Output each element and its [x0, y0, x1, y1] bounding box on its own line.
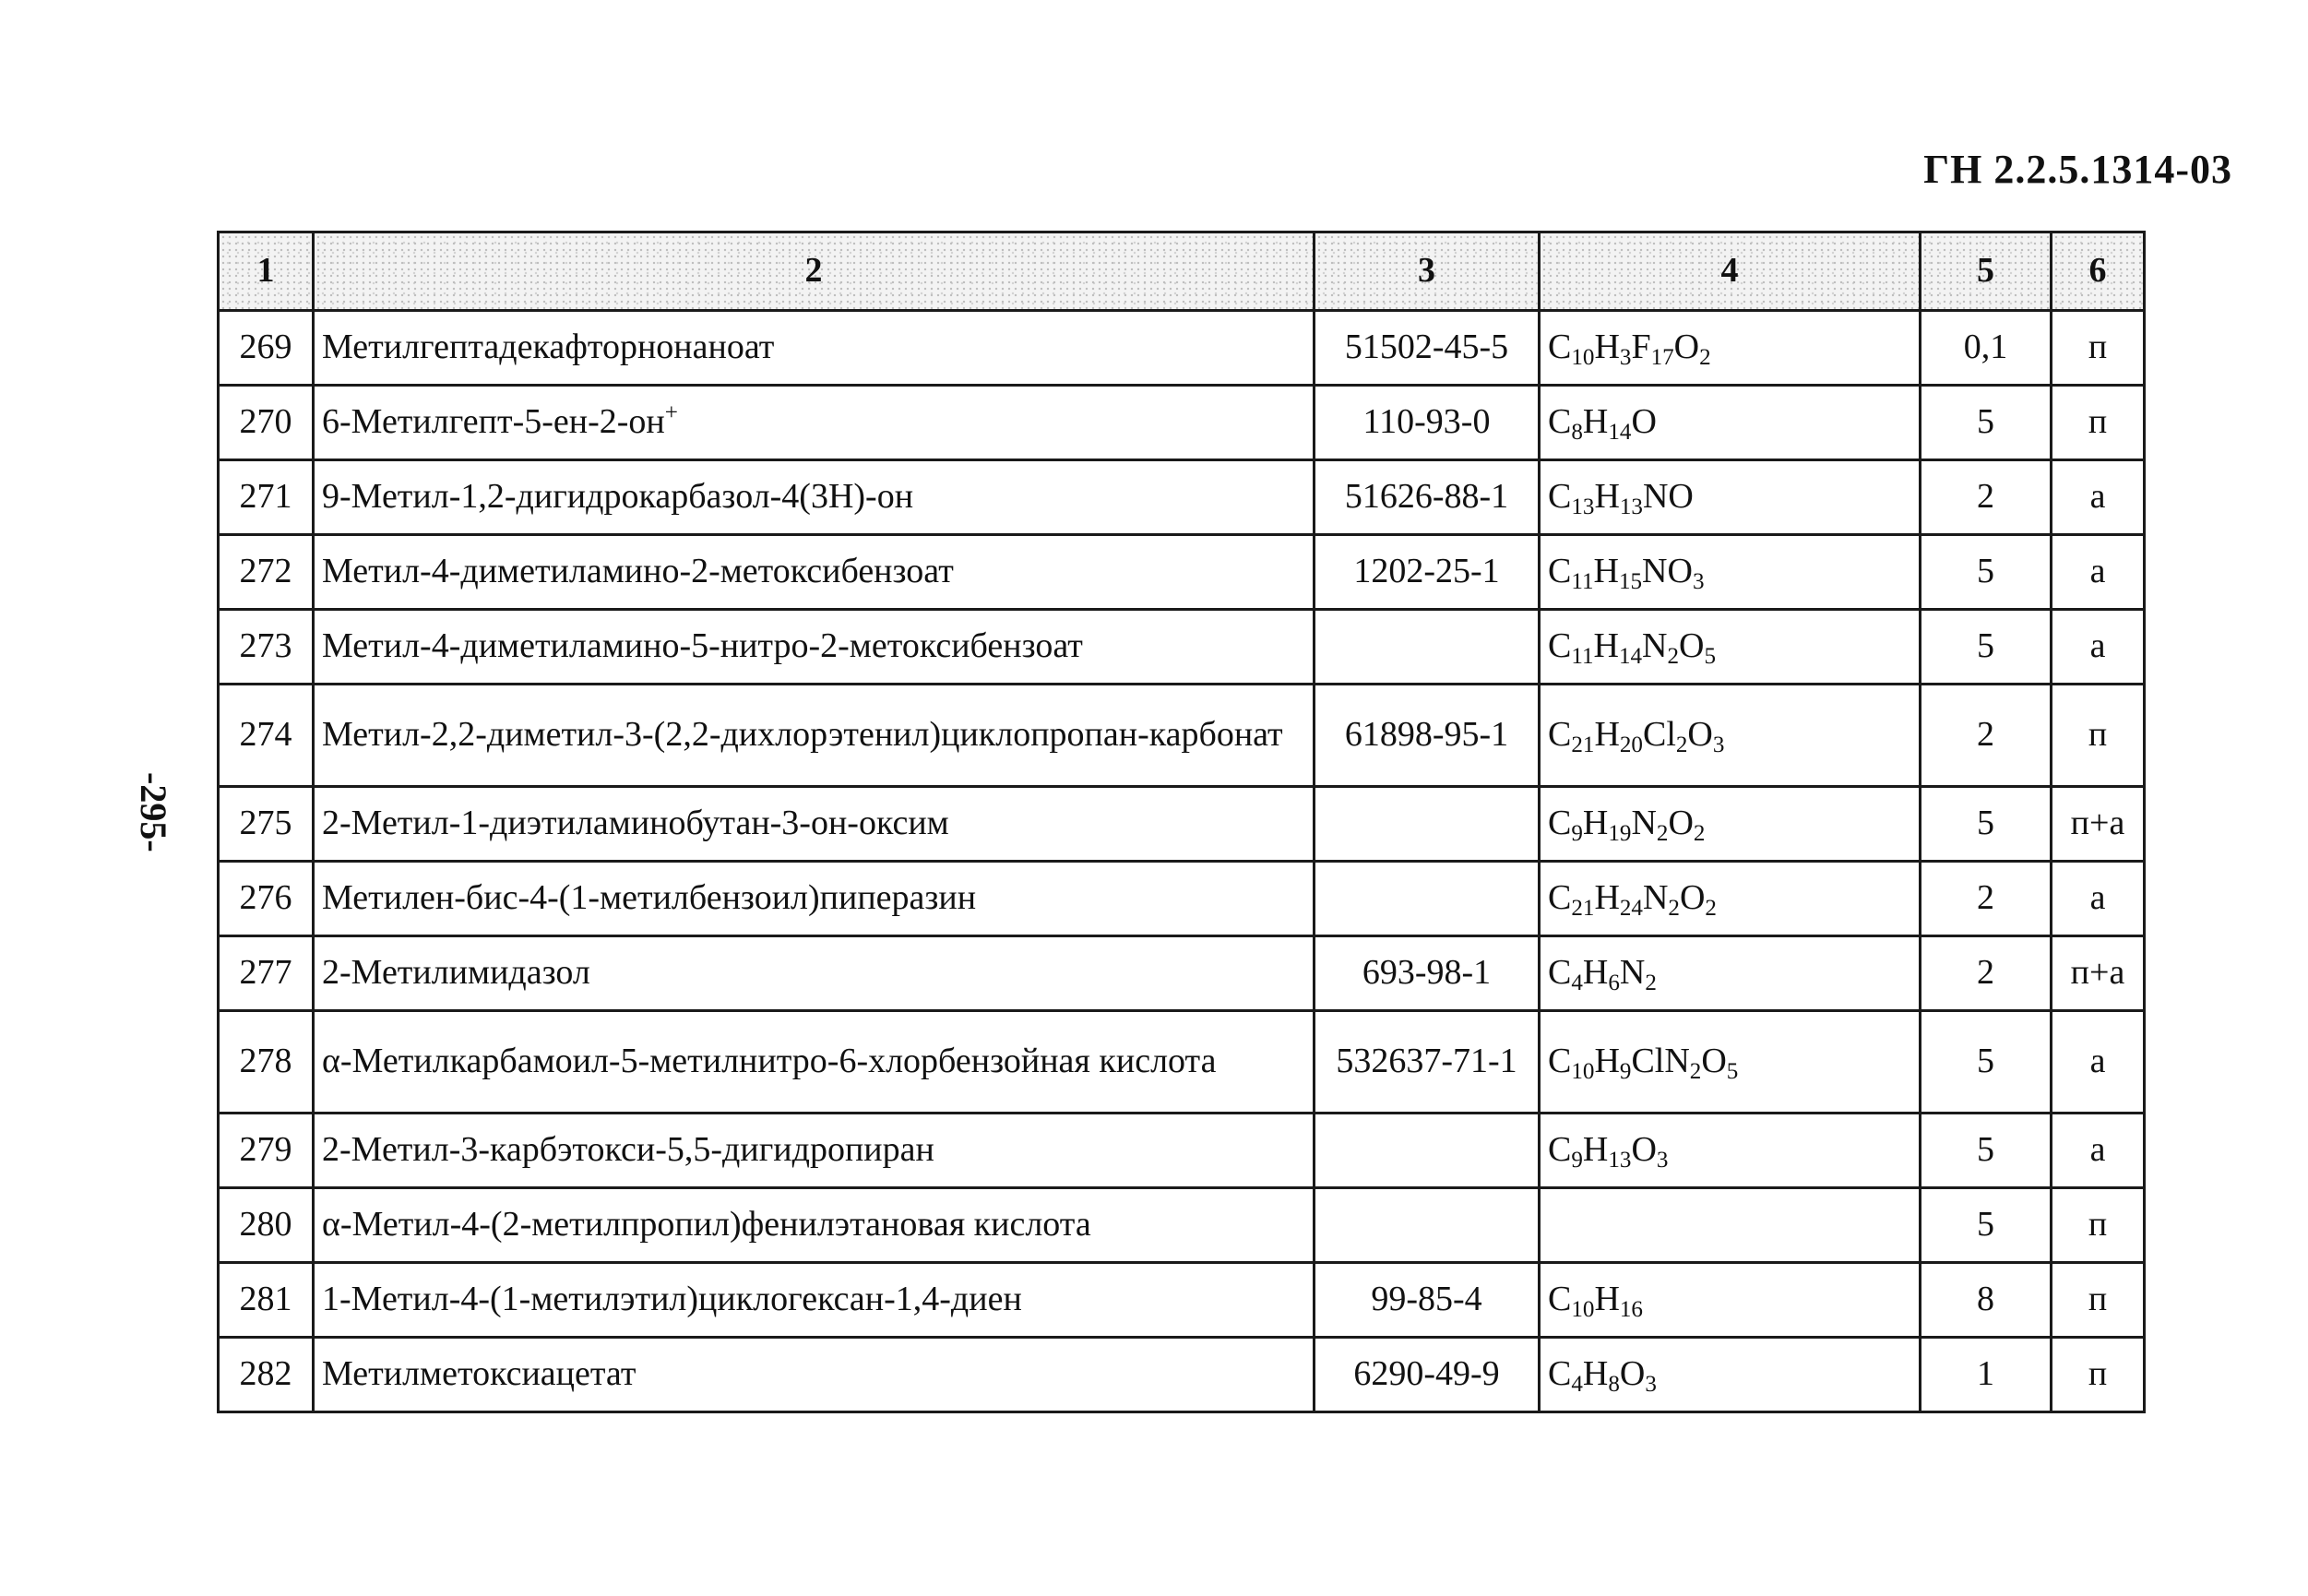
substance-name: α-Метил-4-(2-метилпропил)фенилэтановая кислота	[314, 1188, 1315, 1263]
substance-name: Метил-4-диметиламино-2-метоксибензоат	[314, 535, 1315, 610]
cas-number: 61898-95-1	[1315, 685, 1540, 787]
aggregate-state: п+а	[2052, 787, 2145, 862]
table-row	[219, 535, 2145, 610]
row-number: 282	[219, 1338, 314, 1412]
limit-value: 5	[1921, 1011, 2052, 1114]
cas-number: 6290-49-9	[1315, 1338, 1540, 1412]
substance-name: Метилен-бис-4-(1-метилбензоил)пиперазин	[314, 862, 1315, 936]
column-header-1: 1	[219, 232, 314, 311]
cas-number: 693-98-1	[1315, 936, 1540, 1011]
limit-value: 5	[1921, 1188, 2052, 1263]
row-number: 270	[219, 386, 314, 460]
chemical-formula: $C_{11}H_{15}NO_3$	[1540, 535, 1921, 610]
table-row	[219, 1338, 2145, 1412]
chemical-formula: $C_{21}H_{20}Cl_2O_3$	[1540, 685, 1921, 787]
row-number: 277	[219, 936, 314, 1011]
column-header-4: 4	[1540, 232, 1921, 311]
aggregate-state: а	[2052, 1011, 2145, 1114]
table-row	[219, 386, 2145, 460]
cas-number	[1315, 1114, 1540, 1188]
limit-value: 2	[1921, 460, 2052, 535]
limit-value: 5	[1921, 1114, 2052, 1188]
substance-name: 6-Метилгепт-5-ен-2-он+	[314, 386, 1315, 460]
chemical-formula: $C_{21}H_{24}N_2O_2$	[1540, 862, 1921, 936]
limit-value: 0,1	[1921, 311, 2052, 386]
aggregate-state: п	[2052, 311, 2145, 386]
row-number: 276	[219, 862, 314, 936]
cas-number	[1315, 787, 1540, 862]
substance-name: 2-Метил-3-карбэтокси-5,5-дигидропиран	[314, 1114, 1315, 1188]
document-code: ГН 2.2.5.1314-03	[1923, 147, 2232, 192]
limit-value: 1	[1921, 1338, 2052, 1412]
cas-number: 110-93-0	[1315, 386, 1540, 460]
substance-name: Метилгептадекафторнонаноат	[314, 311, 1315, 386]
table-row	[219, 610, 2145, 685]
limit-value: 2	[1921, 862, 2052, 936]
chemical-formula: $C_{11}H_{14}N_2O_5$	[1540, 610, 1921, 685]
column-header-3: 3	[1315, 232, 1540, 311]
substance-name: 2-Метил-1-диэтиламинобутан-3-он-оксим	[314, 787, 1315, 862]
table-row	[219, 936, 2145, 1011]
limit-value: 2	[1921, 936, 2052, 1011]
aggregate-state: а	[2052, 535, 2145, 610]
chemical-formula: $C_{10}H_{16}$	[1540, 1263, 1921, 1338]
aggregate-state: п	[2052, 1338, 2145, 1412]
row-number: 280	[219, 1188, 314, 1263]
limit-value: 2	[1921, 685, 2052, 787]
aggregate-state: п	[2052, 685, 2145, 787]
header-row	[219, 232, 2145, 311]
row-number: 273	[219, 610, 314, 685]
substance-name: 1-Метил-4-(1-метилэтил)циклогексан-1,4-диен	[314, 1263, 1315, 1338]
cas-number: 99-85-4	[1315, 1263, 1540, 1338]
chemical-formula: $C_8H_{14}O$	[1540, 386, 1921, 460]
aggregate-state: п+а	[2052, 936, 2145, 1011]
limit-value: 5	[1921, 787, 2052, 862]
cas-number: 51626-88-1	[1315, 460, 1540, 535]
chemical-formula: $C_{13}H_{13}NO$	[1540, 460, 1921, 535]
limit-value: 5	[1921, 610, 2052, 685]
substance-name: 2-Метилимидазол	[314, 936, 1315, 1011]
limit-value: 5	[1921, 386, 2052, 460]
table-row	[219, 311, 2145, 386]
substance-name: α-Метилкарбамоил-5-метилнитро-6-хлорбензойная кислота	[314, 1011, 1315, 1114]
cas-number: 51502-45-5	[1315, 311, 1540, 386]
column-header-5: 5	[1921, 232, 2052, 311]
row-number: 274	[219, 685, 314, 787]
cas-number	[1315, 862, 1540, 936]
aggregate-state: а	[2052, 610, 2145, 685]
chemical-formula: $C_9H_{13}O_3$	[1540, 1114, 1921, 1188]
table-row	[219, 1263, 2145, 1338]
limit-value: 5	[1921, 535, 2052, 610]
chemical-formula: $C_{10}H_9ClN_2O_5$	[1540, 1011, 1921, 1114]
chemical-formula: $C_9H_{19}N_2O_2$	[1540, 787, 1921, 862]
limit-value: 8	[1921, 1263, 2052, 1338]
cas-number: 1202-25-1	[1315, 535, 1540, 610]
row-number: 278	[219, 1011, 314, 1114]
substance-name: Метилметоксиацетат	[314, 1338, 1315, 1412]
table-body	[219, 311, 2145, 1412]
row-number: 271	[219, 460, 314, 535]
row-number: 269	[219, 311, 314, 386]
aggregate-state: а	[2052, 862, 2145, 936]
chemical-formula: $C_{10}H_3F_{17}O_2$	[1540, 311, 1921, 386]
page-number: -295-	[133, 772, 174, 852]
substance-name: Метил-4-диметиламино-5-нитро-2-метоксибензоат	[314, 610, 1315, 685]
table-row	[219, 1188, 2145, 1263]
substances-table	[217, 231, 2146, 1413]
chemical-formula: $C_4H_6N_2$	[1540, 936, 1921, 1011]
column-header-6: 6	[2052, 232, 2145, 311]
table-row	[219, 460, 2145, 535]
table-row	[219, 685, 2145, 787]
chemical-formula: $C_4H_8O_3$	[1540, 1338, 1921, 1412]
aggregate-state: п	[2052, 386, 2145, 460]
cas-number: 532637-71-1	[1315, 1011, 1540, 1114]
table-row	[219, 1114, 2145, 1188]
substance-name: Метил-2,2-диметил-3-(2,2-дихлорэтенил)циклопропан-карбонат	[314, 685, 1315, 787]
table-row	[219, 787, 2145, 862]
cas-number	[1315, 1188, 1540, 1263]
row-number: 275	[219, 787, 314, 862]
row-number: 281	[219, 1263, 314, 1338]
aggregate-state: а	[2052, 1114, 2145, 1188]
aggregate-state: п	[2052, 1263, 2145, 1338]
aggregate-state: п	[2052, 1188, 2145, 1263]
chemical-formula	[1540, 1188, 1921, 1263]
table-row	[219, 862, 2145, 936]
row-number: 272	[219, 535, 314, 610]
aggregate-state: а	[2052, 460, 2145, 535]
table-row	[219, 1011, 2145, 1114]
cas-number	[1315, 610, 1540, 685]
column-header-2: 2	[314, 232, 1315, 311]
row-number: 279	[219, 1114, 314, 1188]
substance-name: 9-Метил-1,2-дигидрокарбазол-4(3Н)-он	[314, 460, 1315, 535]
